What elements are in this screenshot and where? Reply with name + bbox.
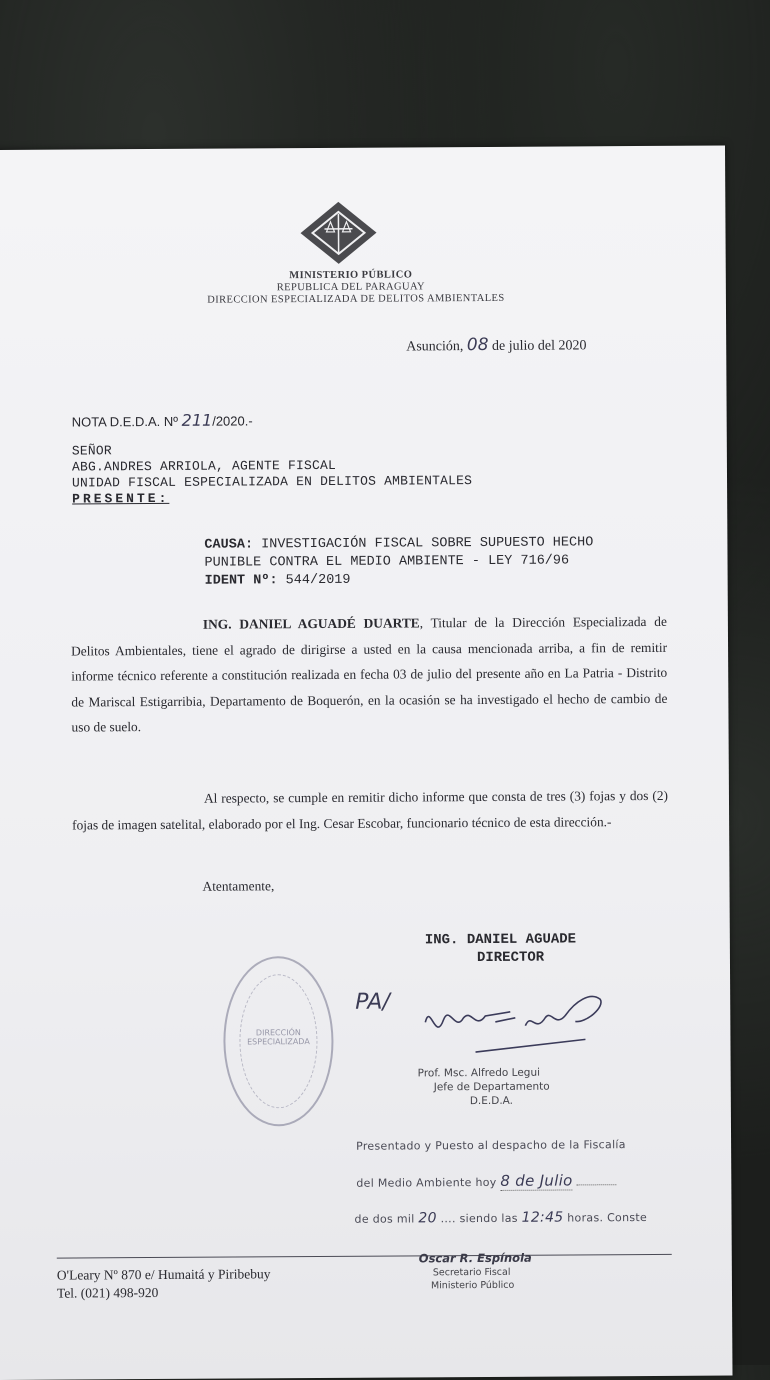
letterhead-department: DIRECCION ESPECIALIZADA DE DELITOS AMBIENTALES	[141, 292, 571, 306]
recipient-title: SEÑOR	[72, 443, 112, 458]
body-paragraph-2	[72, 783, 668, 838]
reception-line-1: Presentado y Puesto al despacho de la Fiscalía	[356, 1138, 626, 1153]
secretary-name: Oscar R. Espínola	[419, 1251, 532, 1266]
causa-line2: PUNIBLE CONTRA EL MEDIO AMBIENTE - LEY 716/96	[204, 553, 569, 570]
ident-label: IDENT Nº:	[205, 573, 278, 588]
footer-divider	[57, 1254, 672, 1259]
reception-year-handwritten: 20	[418, 1210, 437, 1226]
nota-number-handwritten: 211	[182, 411, 213, 430]
letter-date	[406, 334, 586, 355]
ident-value: 544/2019	[286, 573, 351, 588]
date-rest: de julio del 2020	[492, 338, 587, 354]
secretary-org: Ministerio Público	[431, 1280, 514, 1292]
deputy-org: D.E.D.A.	[470, 1095, 513, 1107]
signer-name: ING. DANIEL AGUADE	[425, 931, 576, 948]
ministerio-publico-logo-icon	[298, 200, 378, 266]
letter-page	[0, 146, 732, 1380]
presente-label: PRESENTE:	[72, 491, 169, 507]
ident-line	[205, 573, 351, 589]
reception-line-3-prefix: de dos mil	[354, 1212, 414, 1225]
pa-handwritten: PA/	[355, 990, 390, 1015]
nota-number	[72, 410, 253, 430]
reception-line-2	[356, 1171, 616, 1191]
date-day-handwritten: 08	[467, 335, 489, 355]
letterhead-org: MINISTERIO PÚBLICO	[161, 269, 541, 282]
secretary-title: Secretario Fiscal	[433, 1267, 511, 1278]
body-paragraph-1	[71, 609, 668, 740]
reception-line-3-mid: siendo las	[460, 1212, 518, 1225]
causa-text-1: INVESTIGACIÓN FISCAL SOBRE SUPUESTO HECHO	[261, 535, 593, 552]
deputy-title: Jefe de Departamento	[434, 1081, 550, 1094]
stamp-text: DIRECCIÓN ESPECIALIZADA	[225, 1028, 331, 1047]
recipient-name: ABG.ANDRES ARRIOLA, AGENTE FISCAL	[72, 458, 336, 475]
nota-prefix: NOTA D.E.D.A. Nº	[72, 414, 178, 430]
reception-date-handwritten: 8 de Julio	[500, 1171, 572, 1190]
signer-title: DIRECTOR	[477, 950, 544, 966]
footer-phone: Tel. (021) 498-920	[57, 1285, 159, 1302]
date-city: Asunción,	[406, 339, 463, 354]
closing: Atentamente,	[202, 878, 274, 894]
reception-line-3: de dos mil 20 .... siendo las 12:45 horas. Conste	[354, 1209, 647, 1227]
official-round-stamp	[223, 956, 334, 1127]
recipient-unit: UNIDAD FISCAL ESPECIALIZADA EN DELITOS AMBIENTALES	[72, 473, 472, 490]
reception-line-3-suffix: horas. Conste	[567, 1211, 647, 1224]
causa-label: CAUSA:	[204, 537, 253, 552]
reception-time-handwritten: 12:45	[522, 1210, 564, 1226]
paragraph-1-text: , Titular de la Dirección Especializada de Delitos Ambientales, tiene el agrado de dirigirse a usted en la causa mencionada arriba, a fin de remitir informe técnico referente a constitución realizada en fecha 03 de julio del presente año en La Patria - Distrito de Mariscal Estigarribia, Departamento de Boquerón, en la ocasión se ha investigado el hecho de cambio de uso de suelo.	[71, 614, 667, 735]
signature-scribble-icon	[415, 981, 615, 1062]
nota-suffix: /2020.-	[212, 413, 253, 428]
causa-line1	[204, 535, 593, 552]
letterhead-country: REPUBLICA DEL PARAGUAY	[161, 281, 541, 294]
reception-line-2-prefix: del Medio Ambiente hoy	[356, 1176, 496, 1190]
paragraph-2-text: Al respecto, se cumple en remitir dicho informe que consta de tres (3) fojas y dos (2) fojas de imagen satelital, elaborado por el Ing. Cesar Escobar, funcionario técnico de esta dirección.-	[72, 788, 668, 832]
footer-address: O'Leary Nº 870 e/ Humaitá y Piribebuy	[57, 1266, 271, 1283]
deputy-name: Prof. Msc. Alfredo Legui	[418, 1067, 540, 1080]
sender-name: ING. DANIEL AGUADÉ DUARTE	[203, 615, 420, 631]
